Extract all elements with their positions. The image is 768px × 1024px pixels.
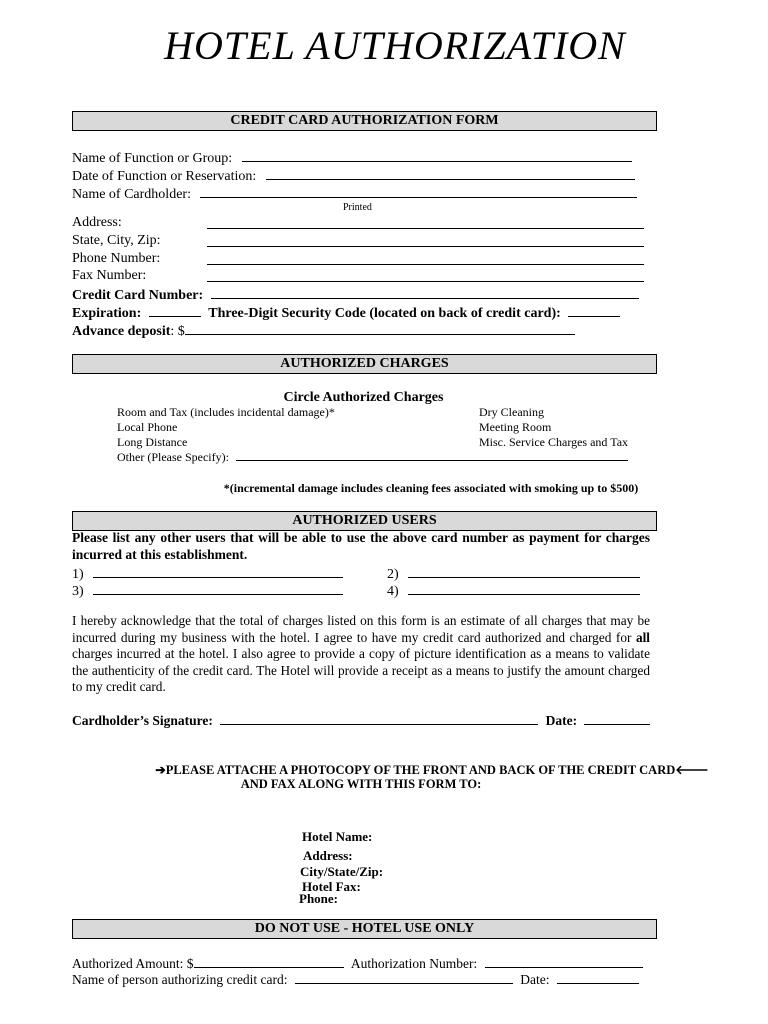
charge-option[interactable]: Room and Tax (includes incidental damage)* <box>117 405 335 419</box>
user-slot-number: 4) <box>387 584 399 599</box>
security-code-label: Three-Digit Security Code (located on back of credit card): <box>208 306 561 321</box>
authorizing-person-row <box>72 971 639 988</box>
user-slot-1 <box>72 565 343 583</box>
charges-left-list <box>117 405 335 450</box>
authorizing-date-field[interactable] <box>557 971 639 984</box>
section-header-charges: AUTHORIZED CHARGES <box>72 354 657 374</box>
charge-option[interactable]: Long Distance <box>117 435 188 449</box>
charge-option[interactable]: Meeting Room <box>479 420 552 434</box>
other-charge-label: Other (Please Specify): <box>117 450 229 464</box>
signature-date-label: Date: <box>545 713 578 728</box>
state-city-zip-row <box>72 233 161 249</box>
user-slot-3 <box>72 582 343 600</box>
date-function-row <box>72 167 635 185</box>
fax-label: Fax Number: <box>72 268 147 283</box>
authorizing-person-label: Name of person authorizing credit card: <box>72 972 288 987</box>
expiration-label: Expiration: <box>72 306 142 321</box>
address-label: Address: <box>72 215 122 230</box>
advance-deposit-currency: : $ <box>170 324 185 339</box>
user-1-field[interactable] <box>93 565 343 578</box>
security-code-field[interactable] <box>568 304 620 317</box>
phone-label: Phone Number: <box>72 251 161 266</box>
authorization-number-label: Authorization Number: <box>350 956 478 971</box>
signature-date-field[interactable] <box>584 712 650 725</box>
expiration-field[interactable] <box>149 304 201 317</box>
charge-option[interactable]: Dry Cleaning <box>479 405 544 419</box>
charges-right-list <box>479 405 628 450</box>
authorized-amount-field[interactable] <box>194 955 344 968</box>
signature-field[interactable] <box>220 712 538 725</box>
hotel-city-label: City/State/Zip: <box>300 864 384 879</box>
function-group-row <box>72 149 632 167</box>
cardholder-row <box>72 185 637 203</box>
user-slot-number: 3) <box>72 584 84 599</box>
section-header-credit-card: CREDIT CARD AUTHORIZATION FORM <box>72 111 657 131</box>
printed-caption: Printed <box>343 202 372 213</box>
user-slot-2 <box>387 565 640 583</box>
other-charge-field[interactable] <box>236 450 628 461</box>
expiration-row <box>72 304 620 322</box>
acknowledgement-emphasis: all <box>635 629 650 645</box>
page-title: HOTEL AUTHORIZATION <box>164 23 626 68</box>
hotel-address-label: Address: <box>303 848 353 863</box>
phone-row <box>72 251 160 267</box>
date-function-field[interactable] <box>266 167 635 180</box>
fax-field[interactable] <box>207 269 644 282</box>
authorized-amount-label: Authorized Amount: $ <box>72 956 194 971</box>
address-row <box>72 215 122 231</box>
attach-instruction-line1 <box>72 762 768 778</box>
fax-row <box>72 268 146 284</box>
phone-field[interactable] <box>207 252 644 265</box>
authorized-amount-row <box>72 955 643 972</box>
charge-option[interactable]: Misc. Service Charges and Tax <box>479 435 629 449</box>
user-4-field[interactable] <box>408 582 640 595</box>
hotel-phone-label: Phone: <box>299 891 338 906</box>
advance-deposit-label: Advance deposit <box>72 324 171 339</box>
address-field[interactable] <box>207 216 644 229</box>
cardholder-label: Name of Cardholder: <box>72 187 191 202</box>
hotel-fax-label: Hotel Fax: <box>302 879 361 894</box>
advance-deposit-field[interactable] <box>185 322 575 335</box>
authorizing-date-label: Date: <box>520 972 550 987</box>
user-slot-number: 1) <box>72 567 84 582</box>
card-number-row <box>72 286 639 304</box>
charge-option[interactable]: Local Phone <box>117 420 178 434</box>
acknowledgement-paragraph <box>72 613 650 696</box>
user-slot-number: 2) <box>387 567 399 582</box>
state-city-zip-field[interactable] <box>207 234 644 247</box>
incremental-damage-note: *(incremental damage includes cleaning fees associated with smoking up to $500) <box>223 481 639 495</box>
attach-instruction-line2: AND FAX ALONG WITH THIS FORM TO: <box>240 777 482 791</box>
section-header-users: AUTHORIZED USERS <box>72 511 657 531</box>
card-number-label: Credit Card Number: <box>72 288 204 303</box>
other-charge-row <box>117 450 628 465</box>
hotel-name-label: Hotel Name: <box>302 829 373 844</box>
user-3-field[interactable] <box>93 582 343 595</box>
signature-label: Cardholder’s Signature: <box>72 713 213 728</box>
acknowledgement-text: I hereby acknowledge that the total of charges listed on this form is an estimate of all charges that may be incurred during my business with the hotel. I agree to have my credit card authorized and charged for <box>72 613 650 645</box>
section-header-hotel-use: DO NOT USE - HOTEL USE ONLY <box>72 919 657 939</box>
user-slot-4 <box>387 582 640 600</box>
authorization-number-field[interactable] <box>485 955 643 968</box>
attach-text: PLEASE ATTACHE A PHOTOCOPY OF THE FRONT AND BACK OF THE CREDIT CARD <box>165 763 676 777</box>
users-instruction: Please list any other users that will be able to use the above card number as payment for charges incurred at this establishment. <box>72 530 650 562</box>
function-group-field[interactable] <box>242 149 632 162</box>
acknowledgement-text: charges incurred at the hotel. I also agree to provide a copy of picture identification as a means to validate the authenticity of the credit card. The Hotel will provide a receipt as a means to justify the amount charged to my credit card. <box>72 646 650 694</box>
authorizing-person-field[interactable] <box>295 971 513 984</box>
cardholder-field[interactable] <box>200 185 637 198</box>
date-function-label: Date of Function or Reservation: <box>72 169 257 184</box>
user-2-field[interactable] <box>408 565 640 578</box>
arrow-right-icon: ➔ <box>155 763 166 777</box>
arrow-left-icon: 🡐 <box>675 763 709 777</box>
card-number-field[interactable] <box>211 286 639 299</box>
charges-heading: Circle Authorized Charges <box>283 390 444 405</box>
advance-deposit-row <box>72 322 575 340</box>
signature-row <box>72 712 650 729</box>
state-city-zip-label: State, City, Zip: <box>72 233 161 248</box>
function-group-label: Name of Function or Group: <box>72 151 233 166</box>
